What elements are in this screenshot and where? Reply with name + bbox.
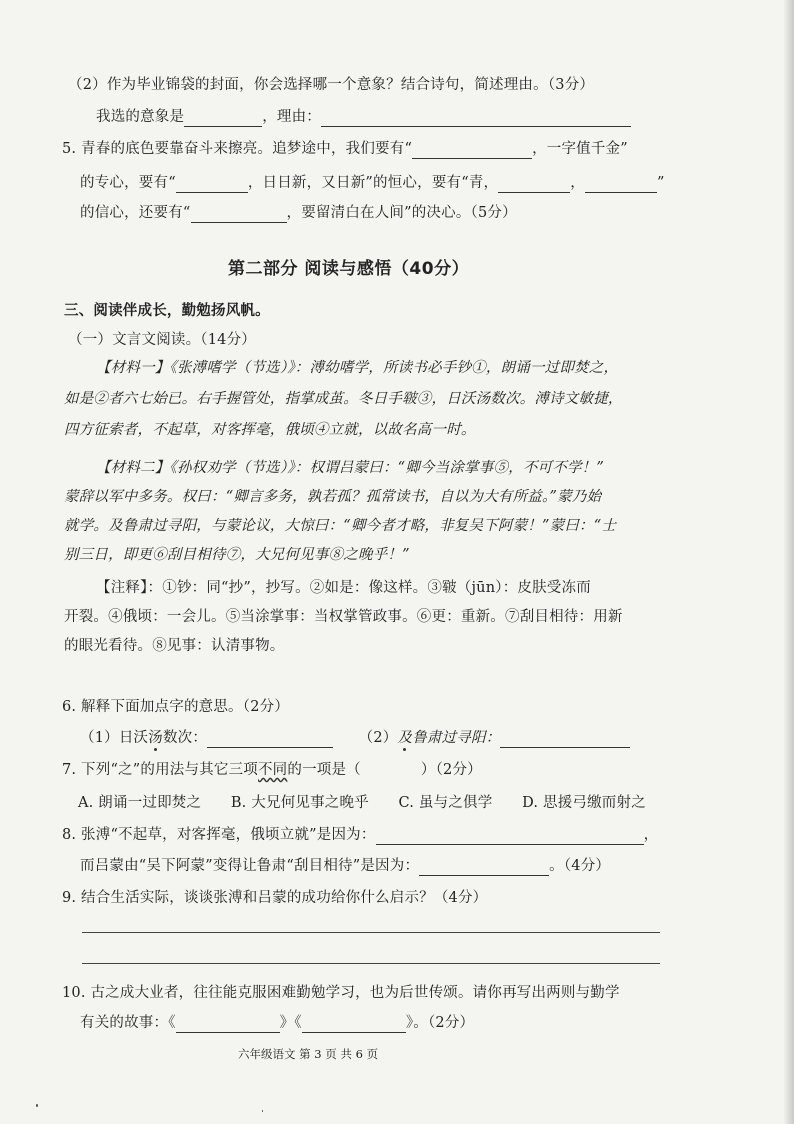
q10-blank-2[interactable]: [302, 1016, 406, 1033]
q7-text: [62, 760, 482, 780]
q6-item1-text-b: 数次：: [162, 730, 208, 746]
q7-text-c: ）（2分）: [420, 762, 482, 778]
q8-text-1b: ，: [643, 827, 659, 843]
material2-line1: 【材料二】《孙权劝学（节选）》：权谓吕蒙曰：“卿今当涂掌事⑤，不可不学！”: [96, 460, 604, 476]
q5-line1: [62, 139, 628, 159]
material2-line4: 别三日，即更⑥刮目相待⑦，大兄何见事⑧之晚乎！”: [64, 547, 410, 563]
q5-blank-2[interactable]: [176, 176, 248, 193]
q6-item2-text-a: （2）: [358, 730, 398, 746]
q4-2-reason-label: ，理由：: [262, 109, 322, 125]
q6-item2-text-b: 鲁肃过寻阳：: [412, 730, 501, 746]
q5-text-3b: ，要留清白在人间”的决心。（5分）: [286, 205, 517, 221]
material1-line3: 四方征索者，不起草，对客挥毫，俄顷④立就，以故名高一时。: [64, 422, 476, 438]
section3-subheading: （一）文言文阅读。（14分）: [68, 332, 256, 348]
page-edge-shadow: [784, 0, 794, 1124]
q5-line3: [80, 203, 517, 223]
part2-title: 第二部分 阅读与感悟（40分）: [228, 259, 470, 279]
page-footer: 六年级语文 第 3 页 共 6 页: [238, 1047, 379, 1061]
q8-blank-1[interactable]: [376, 828, 644, 845]
q5-text-3a: 的信心，还要有“: [80, 205, 191, 221]
section3-heading: 三、阅读伴成长，勤勉扬风帆。: [64, 303, 270, 319]
q7-option-b: B. 大兄何见事之晚乎: [230, 795, 369, 811]
material1-line1: 【材料一】《张溥嗜学（节选）》：溥幼嗜学，所读书必手钞①，朗诵一过即焚之，: [96, 360, 619, 376]
q5-text-1b: ，一字值千金”: [532, 141, 628, 157]
q10-line1: 10. 古之成大业者，往往能克服困难勤勉学习，也为后世传颂。请你再写出两则与勤学: [62, 985, 620, 1001]
q5-text-2b: ，日日新，又日新”的恒心，要有“青，: [247, 175, 499, 191]
q10-text-2b: 》《: [279, 1015, 302, 1031]
q5-line2: [80, 173, 665, 193]
scan-speck: [262, 1110, 263, 1112]
q8-text-1a: 8. 张溥“不起草，对客挥毫，俄顷立就”是因为：: [62, 827, 376, 843]
q10-blank-1[interactable]: [176, 1016, 280, 1033]
q6-item2-blank[interactable]: [500, 731, 630, 748]
q7-text-a: 7. 下列“之”的用法与其它三项: [62, 762, 258, 778]
q7-option-d: D. 思援弓缴而射之: [522, 795, 646, 811]
q4-2-answer-line: [96, 107, 631, 127]
q9-answer-line-2[interactable]: [82, 963, 660, 964]
q7-text-wavy: 不同: [257, 762, 288, 778]
q6-items: [80, 728, 630, 748]
q8-blank-2[interactable]: [419, 859, 549, 876]
material2-line3: 就学。及鲁肃过寻阳，与蒙论议，大惊曰：“卿今者才略，非复吴下阿蒙！”蒙曰：“士: [64, 518, 617, 534]
q7-answer-slot[interactable]: [361, 764, 421, 780]
q5-blank-5[interactable]: [191, 206, 287, 223]
q4-2-image-blank[interactable]: [184, 110, 262, 127]
q5-text-2c: ，: [570, 175, 585, 191]
q5-text-2d: ”: [656, 175, 665, 191]
q5-blank-4[interactable]: [585, 176, 657, 193]
notes-line3: 的眼光看待。⑧见事：认清事物。: [64, 638, 285, 654]
q10-text-2a: 有关的故事：《: [80, 1015, 176, 1031]
q7-options: [78, 793, 646, 813]
q8-line2: [80, 856, 610, 876]
q9-answer-line-1[interactable]: [82, 932, 660, 933]
q6-item1-text-a: （1）日沃: [80, 730, 149, 746]
q10-line2: [80, 1013, 474, 1033]
q6-item1-blank[interactable]: [207, 731, 333, 748]
q10-text-2c: 》。（2分）: [405, 1015, 475, 1031]
q8-line1: [62, 825, 658, 845]
q5-text-1a: 5. 青春的底色要靠奋斗来擦亮。追梦途中，我们要有“: [62, 141, 413, 157]
notes-line1: 【注释】：①钞：同“抄”，抄写。②如是：像这样。③皲（jūn）：皮肤受冻而: [96, 580, 591, 596]
q5-blank-1[interactable]: [412, 142, 532, 159]
q4-2-reason-blank[interactable]: [321, 110, 631, 127]
q7-text-b: 的一项是（: [287, 762, 361, 778]
notes-line2: 开裂。④俄顷：一会儿。⑤当涂掌事：当权掌管政事。⑥更：重新。⑦刮目相待：用新: [64, 609, 623, 625]
q7-option-a: A. 朗诵一过即焚之: [78, 795, 202, 811]
material1-line2: 如是②者六七始已。右手握管处，指掌成茧。冬日手皲③，日沃汤数次。溥诗文敏捷，: [64, 391, 623, 407]
q9-text: 9. 结合生活实际，谈谈张溥和吕蒙的成功给你什么启示？（4分）: [62, 890, 488, 906]
q4-2-question: （2）作为毕业锦袋的封面，你会选择哪一个意象？结合诗句，简述理由。（3分）: [68, 77, 595, 93]
q5-blank-3[interactable]: [498, 176, 570, 193]
q6-text: 6. 解释下面加点字的意思。（2分）: [62, 699, 290, 715]
q8-text-2a: 而吕蒙由“吴下阿蒙”变得让鲁肃“刮目相待”是因为：: [80, 858, 420, 874]
material2-line2: 蒙辞以军中多务。权曰：“卿言多务，孰若孤？孤常读书，自以为大有所益。”蒙乃始: [64, 489, 602, 505]
q7-option-c: C. 虽与之俱学: [398, 795, 493, 811]
q8-text-2b: 。（4分）: [549, 858, 611, 874]
q5-text-2a: 的专心，要有“: [80, 175, 176, 191]
scan-speck: [36, 1104, 38, 1107]
q6-item2-dotted-char: 及: [397, 730, 413, 746]
q6-item1-dotted-char: 汤: [148, 730, 163, 746]
q4-2-answer-prefix: 我选的意象是: [96, 109, 185, 125]
